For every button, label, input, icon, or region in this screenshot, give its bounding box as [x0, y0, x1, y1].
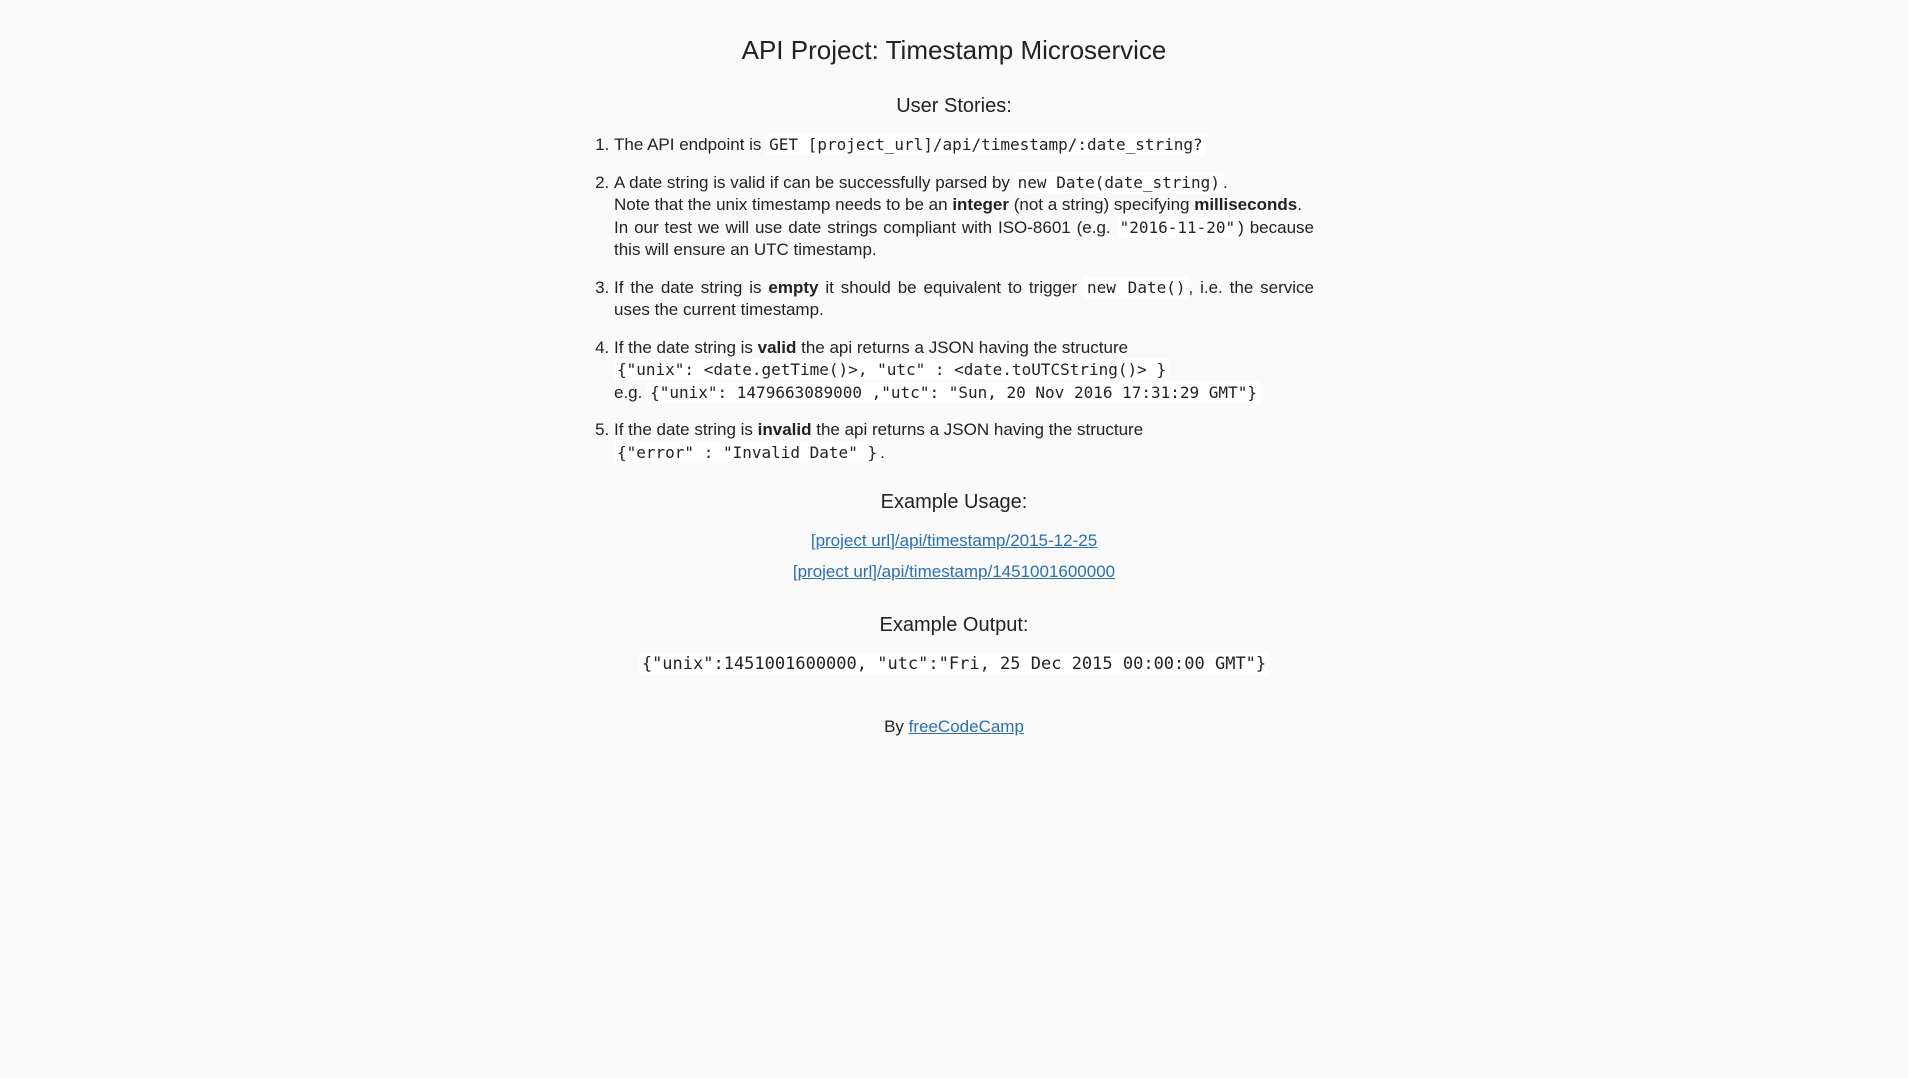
example-link-unix[interactable]: [project url]/api/timestamp/1451001600000	[792, 561, 1116, 581]
story-text: If the date string is	[614, 420, 758, 439]
story-text: e.g.	[614, 382, 648, 402]
example-output-block	[594, 653, 1314, 676]
story-text: A date string is valid if can be successfully parsed by	[614, 172, 1015, 192]
story-text: ) because this will ensure an UTC timestamp.	[614, 217, 1314, 259]
example-usage-section	[594, 490, 1314, 583]
story-text: If the date string is	[614, 337, 758, 357]
user-story-4	[614, 337, 1314, 405]
example-link-row	[594, 530, 1314, 553]
example-link-date[interactable]: [project url]/api/timestamp/2015-12-25	[810, 531, 1098, 550]
user-stories-list	[594, 134, 1314, 464]
story-text: .	[1297, 195, 1302, 214]
example-output-section	[594, 613, 1314, 676]
code-snippet: {"error" : "Invalid Date" }	[614, 442, 880, 463]
bold-term: invalid	[757, 420, 812, 439]
story-text: .	[1222, 172, 1228, 192]
bold-term: valid	[757, 337, 797, 357]
story-text: The API endpoint is	[614, 135, 767, 154]
story-text: In our test we will use date strings compliant with ISO-8601 (e.g.	[614, 217, 1117, 237]
story-text: .	[880, 442, 885, 462]
page-title: API Project: Timestamp Microservice	[741, 35, 1167, 65]
main-container	[594, 0, 1314, 738]
code-snippet: new Date(date_string)	[1015, 172, 1223, 193]
story-text: it should be equivalent to trigger	[818, 277, 1084, 297]
example-output-code: {"unix":1451001600000, "utc":"Fri, 25 Dec 2015 00:00:00 GMT"}	[639, 653, 1269, 675]
story-text: If the date string is	[614, 277, 769, 297]
footer-by-text: By	[884, 716, 909, 736]
code-snippet: {"unix": 1479663089000 ,"utc": "Sun, 20 Nov 2016 17:31:29 GMT"}	[647, 382, 1260, 403]
story-text: , i.e. the service uses the current timestamp.	[614, 277, 1314, 319]
bold-term: empty	[768, 277, 819, 297]
user-story-2	[614, 172, 1314, 262]
user-story-1	[614, 134, 1314, 157]
user-story-3	[614, 277, 1314, 322]
freecodecamp-link[interactable]: freeCodeCamp	[908, 716, 1024, 736]
endpoint-code: GET [project_url]/api/timestamp/:date_string?	[766, 134, 1205, 155]
example-output-heading: Example Output:	[879, 614, 1029, 636]
story-text: Note that the unix timestamp needs to be an	[614, 195, 953, 214]
code-snippet: {"unix": <date.getTime()>, "utc" : <date.toUTCString()> }	[614, 359, 1169, 380]
code-snippet: new Date()	[1084, 277, 1188, 298]
example-usage-heading: Example Usage:	[880, 491, 1028, 513]
example-link-row	[594, 561, 1314, 584]
bold-term: integer	[952, 195, 1010, 214]
story-text: (not a string) specifying	[1009, 195, 1195, 214]
user-story-5	[614, 419, 1314, 464]
bold-term: milliseconds	[1194, 195, 1298, 214]
story-text: the api returns a JSON having the structure	[796, 337, 1129, 357]
footer	[594, 716, 1314, 739]
story-text: the api returns a JSON having the structure	[811, 420, 1144, 439]
code-snippet: "2016-11-20"	[1117, 217, 1239, 238]
user-stories-heading: User Stories:	[896, 95, 1012, 117]
